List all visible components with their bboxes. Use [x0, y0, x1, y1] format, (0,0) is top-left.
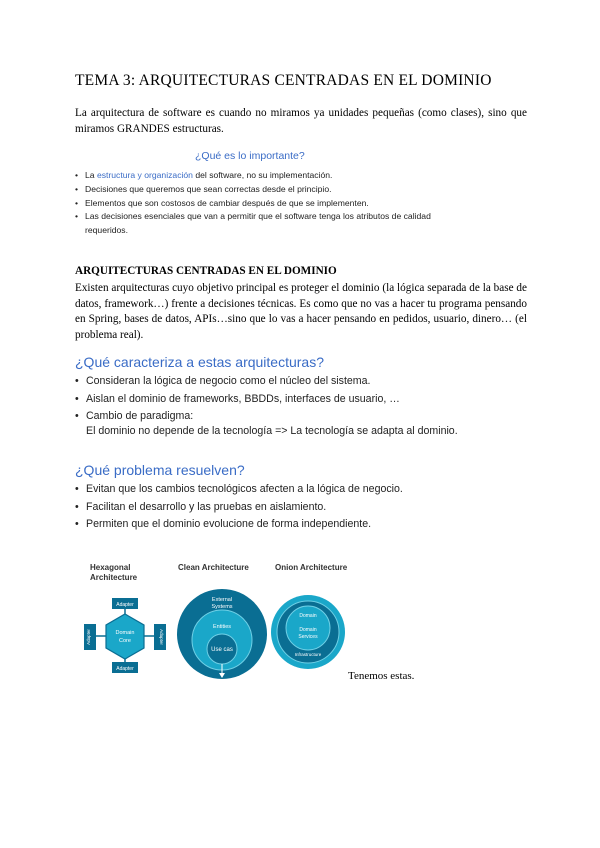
- section-heading: ARQUITECTURAS CENTRADAS EN EL DOMINIO: [75, 265, 337, 277]
- onion-inner-label: Domain: [299, 613, 317, 619]
- diagrams-svg: [82, 560, 362, 680]
- intro-paragraph: La arquitectura de software es cuando no miramos ya unidades pequeñas (como clases), sino que miramos GRANDES estructuras.: [75, 107, 527, 135]
- diagram-caption: Tenemos estas.: [348, 670, 415, 682]
- solve-box: [75, 462, 515, 535]
- clean-inner-label: Use cas: [211, 647, 233, 653]
- list-item: • Facilitan el desarrollo y las pruebas en aislamiento.: [75, 500, 515, 515]
- hexagonal-title: Hexagonal Architecture: [90, 563, 138, 582]
- solve-list: [75, 482, 515, 532]
- core-label-2: Core: [119, 638, 131, 644]
- section-body: Existen arquitecturas cuyo objetivo principal es proteger el dominio (la lógica separada de la base de datos, framework…) frente a decisiones técnicas. Es como que no vas a hacer tu programa pensando en Spring, bases de datos, APIs…sino que lo vas a hacer pensando en pedidos, usuario, dinero… (el problema real).: [75, 282, 527, 341]
- adapter-left-label: Adapter: [86, 629, 91, 645]
- highlight-text: estructura y organización: [96, 170, 193, 180]
- characterize-box: [75, 354, 515, 441]
- onion-mid-label-2: Services: [298, 634, 318, 640]
- list-item: • La estructura y organización del software, no su implementación.: [75, 169, 435, 183]
- important-question: ¿Qué es lo importante?: [195, 150, 305, 162]
- adapter-bottom-label: Adapter: [116, 666, 134, 672]
- solve-question: ¿Qué problema resuelven?: [75, 462, 245, 478]
- list-item: • Decisiones que queremos que sean correctas desde el principio.: [75, 183, 435, 197]
- list-item: • Evitan que los cambios tecnológicos afecten a la lógica de negocio.: [75, 482, 515, 497]
- list-item: • Elementos que son costosos de cambiar después de que se implementen.: [75, 197, 435, 211]
- clean-mid-label: Entities: [212, 624, 232, 630]
- clean-diagram: [177, 589, 267, 679]
- clean-title: Clean Architecture: [178, 563, 249, 572]
- onion-outer-label: Infrastructure: [294, 652, 322, 657]
- list-item: • Consideran la lógica de negocio como el núcleo del sistema.: [75, 374, 515, 389]
- architecture-diagrams: [82, 560, 362, 680]
- domain-core-hexagon: [106, 614, 144, 659]
- adapter-top-label: Adapter: [116, 602, 134, 608]
- clean-outer-label-1: External: [211, 597, 233, 603]
- characterize-question: ¿Qué caracteriza a estas arquitecturas?: [75, 354, 325, 370]
- onion-diagram: [271, 595, 345, 669]
- list-item: • Cambio de paradigma: El dominio no depende de la tecnología => La tecnología se adapta al dominio.: [75, 409, 515, 438]
- onion-mid-label-1: Domain: [299, 627, 317, 633]
- clean-outer-label-2: Systems: [211, 604, 233, 610]
- adapter-right-label: Adapter: [159, 629, 164, 645]
- list-item: • Aislan el dominio de frameworks, BBDDs, interfaces de usuario, …: [75, 392, 515, 407]
- page-title: TEMA 3: ARQUITECTURAS CENTRADAS EN EL DOMINIO: [75, 72, 492, 89]
- onion-title: Onion Architecture: [275, 563, 348, 572]
- hexagonal-diagram: [84, 598, 166, 673]
- core-label-1: Domain: [115, 630, 135, 636]
- list-item: • Permiten que el dominio evolucione de forma independiente.: [75, 517, 515, 532]
- characterize-list: [75, 374, 515, 438]
- important-list: [75, 169, 435, 238]
- list-item: • Las decisiones esenciales que van a permitir que el software tenga los atributos de calidad requeridos.: [75, 210, 435, 238]
